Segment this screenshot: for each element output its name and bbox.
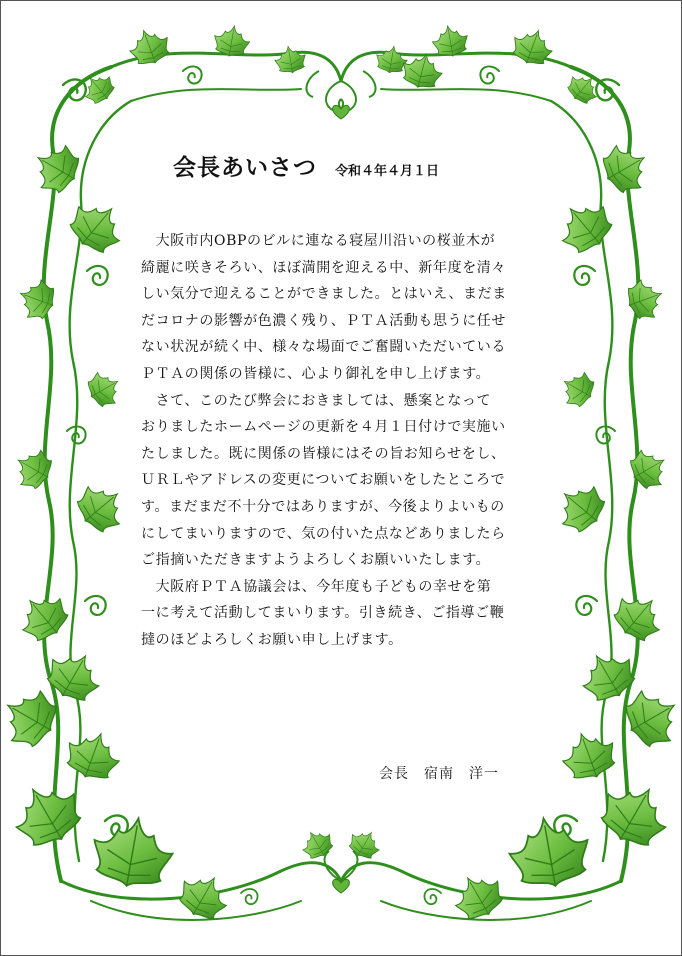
body-line: にしてまいりますので、気の付いた点などありましたら: [141, 525, 506, 542]
body-line: さて、このたび弊会におきましては、懸案となって: [141, 392, 492, 409]
body-line: 大阪市内OBPのビルに連なる寝屋川沿いの桜並木が: [141, 233, 496, 249]
body-line: す。まだまだ不十分ではありますが、今後よりよいもの: [141, 498, 505, 515]
body-line: ＵＲＬやアドレスの変更についてお願いをしたところで: [141, 472, 506, 489]
body-line: おりましたホームページの更新を４月１日付けで実施い: [141, 419, 506, 436]
body-line: 一に考えて活動してまいります。引き続き、ご指導ご鞭: [141, 605, 505, 622]
body-line: だコロナの影響が色濃く残り、ＰＴＡ活動も思うに任せ: [141, 312, 506, 329]
body-line: 綺麗に咲きそろい、ほぼ満開を迎える中、新年度を清々: [141, 259, 506, 276]
title-row: [173, 149, 573, 183]
body-line: たしました。既に関係の皆様にはその旨お知らせをし、: [141, 445, 506, 462]
body-line: ＰＴＡの関係の皆様に、心より御礼を申し上げます。: [141, 365, 491, 382]
signature: 会長 宿南 洋一: [379, 766, 499, 782]
body-line: ご指摘いただきますようよろしくお願いいたします。: [141, 552, 491, 569]
date-label: 令和４年４月１日: [335, 164, 440, 179]
body-line: しい気分で迎えることができました。とはいえ、まだま: [141, 286, 507, 303]
body-line: ない状況が続く中、様々な場面でご奮闘いただいている: [141, 339, 506, 356]
body-line: 撻のほどよろしくお願い申し上げます。: [141, 631, 403, 648]
page-title: 会長あいさつ: [173, 154, 317, 181]
greeting-body: [141, 228, 561, 654]
body-line: 大阪府ＰＴＡ協議会は、今年度も子どもの幸せを第: [141, 578, 492, 595]
